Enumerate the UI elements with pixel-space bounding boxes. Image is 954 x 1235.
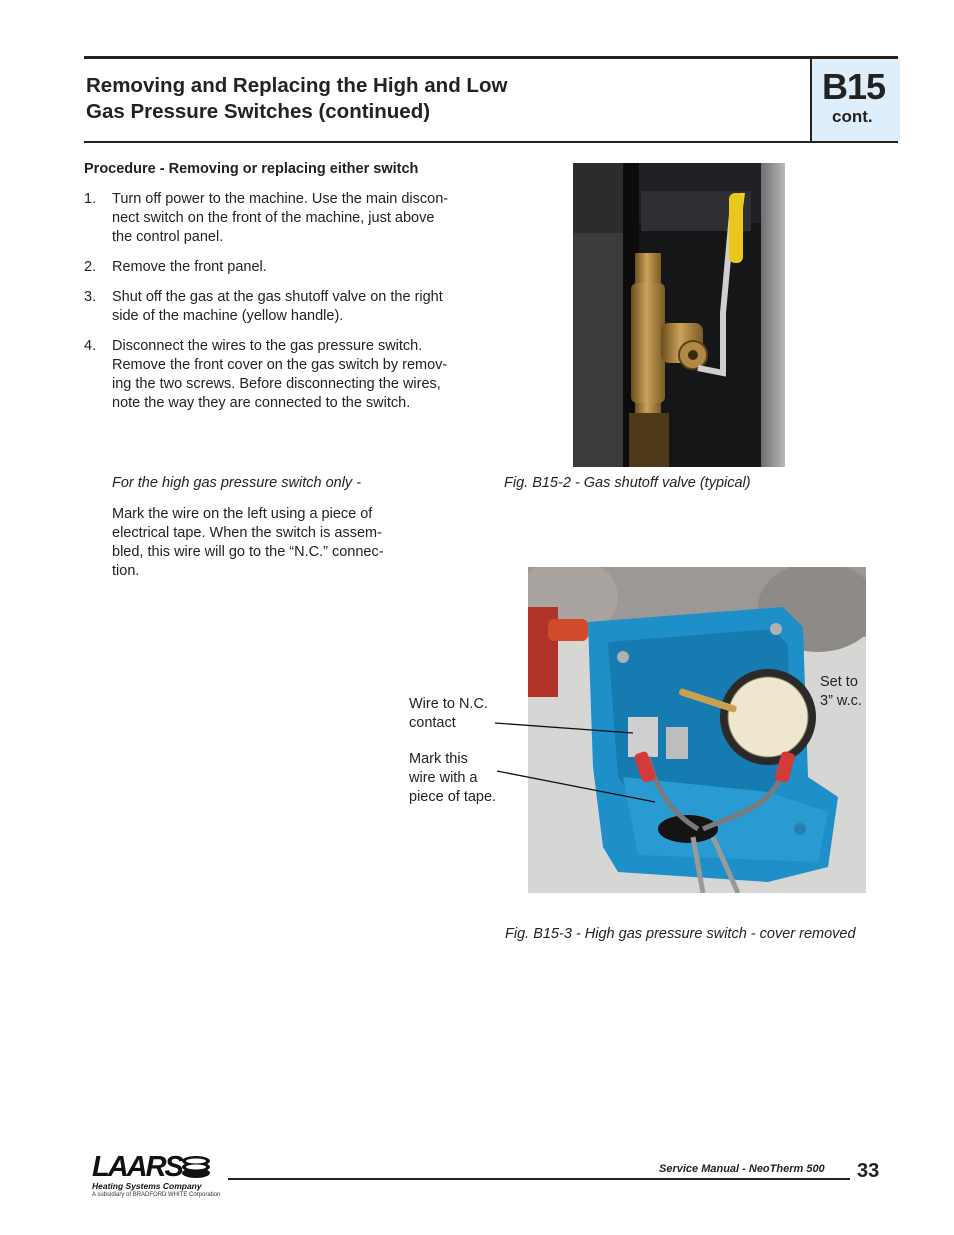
paragraph-line: bled, this wire will go to the “N.C.” connec- [112,544,384,560]
callout-line: wire with a [409,770,478,786]
step-line: ing the two screws. Before disconnecting the wires, [112,376,441,392]
figure-b15-3-caption: Fig. B15-3 - High gas pressure switch - cover removed [505,926,856,942]
callout-line: Mark this [409,751,468,767]
section-code: B15 [822,66,886,107]
step-line: nect switch on the front of the machine, just above [112,210,435,226]
procedure-heading: Procedure - Removing or replacing either switch [84,161,419,177]
step-line: Shut off the gas at the gas shutoff valve on the right [112,289,443,305]
step-line: Remove the front panel. [112,259,267,275]
step-number: 1. [84,191,97,207]
step-line: the control panel. [112,229,224,245]
laars-logo-disc-icon [180,1154,212,1180]
step-line: Turn off power to the machine. Use the main discon- [112,191,449,207]
figure-b15-2-caption: Fig. B15-2 - Gas shutoff valve (typical) [504,475,751,491]
laars-tagline: Heating Systems Company [92,1181,202,1191]
section-cont-label: cont. [832,107,873,126]
leader-line-nc [495,723,633,733]
paragraph-line: Mark the wire on the left using a piece of [112,506,373,522]
step-line: Remove the front cover on the gas switch by remov- [112,357,448,373]
callout-line: Set to [820,674,858,690]
footer-manual-title: Service Manual - NeoTherm 500 [659,1163,825,1175]
laars-subsidiary-note: A subsidiary of BRADFORD WHITE Corporation [92,1192,221,1198]
callout-line: contact [409,715,456,731]
page-title-line1: Removing and Replacing the High and Low [86,74,508,97]
page-title-line2: Gas Pressure Switches (continued) [86,100,431,123]
step-number: 3. [84,289,97,305]
page-number: 33 [857,1160,880,1182]
callout-line: Wire to N.C. [409,696,488,712]
callout-line: 3” w.c. [820,693,862,709]
laars-logo: LAARS [92,1151,182,1183]
step-number: 2. [84,259,97,275]
paragraph-line: tion. [112,563,140,579]
step-line: note the way they are connected to the switch. [112,395,411,411]
step-number: 4. [84,338,97,354]
paragraph-line: electrical tape. When the switch is assem- [112,525,382,541]
high-switch-note: For the high gas pressure switch only - [112,475,362,491]
leader-line-mark [497,771,655,802]
footer-rule [228,1178,850,1180]
step-line: side of the machine (yellow handle). [112,308,344,324]
step-line: Disconnect the wires to the gas pressure switch. [112,338,423,354]
callout-line: piece of tape. [409,789,497,805]
